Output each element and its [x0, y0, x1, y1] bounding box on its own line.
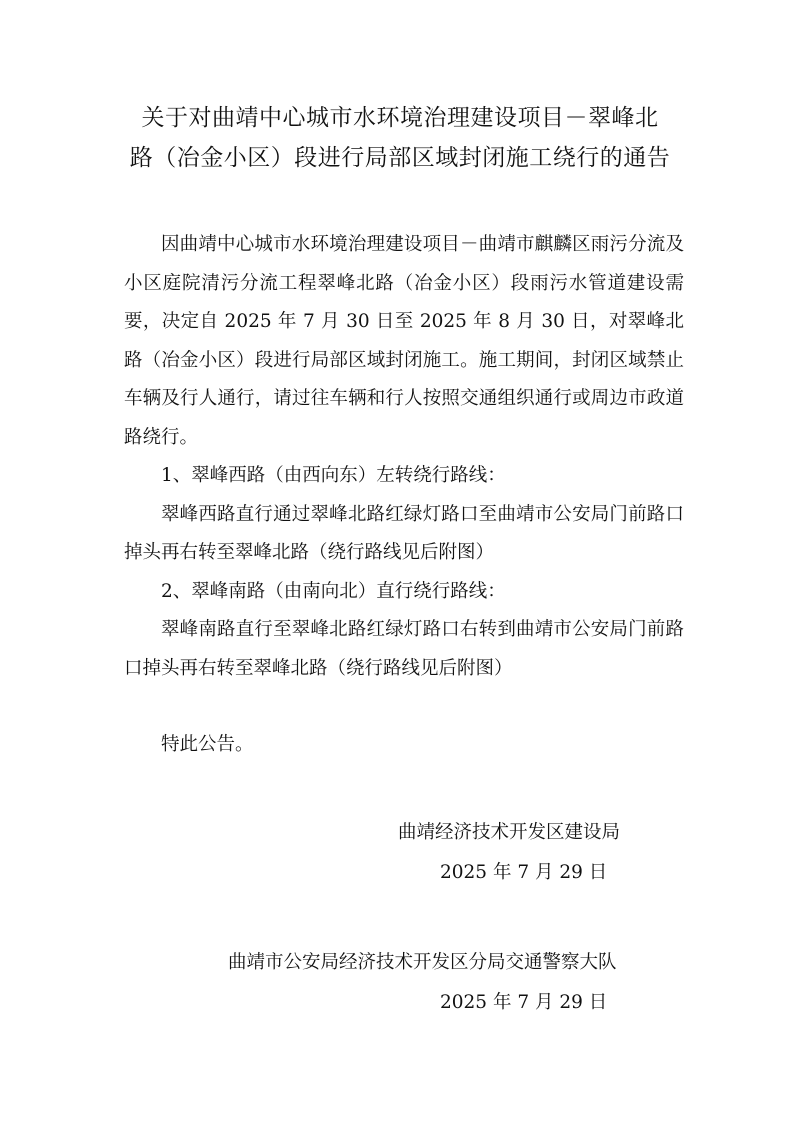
signature2-date: 2025 年 7 月 29 日 [440, 992, 608, 1013]
item1-text: 翠峰西路直行通过翠峰北路红绿灯路口至曲靖市公安局门前路口掉头再右转至翠峰北路（绕行路线见后附图） [124, 503, 684, 563]
signature1-date: 2025 年 7 月 29 日 [440, 862, 608, 883]
intro-paragraph: 因曲靖中心城市水环境治理建设项目－曲靖市麒麟区雨污分流及小区庭院清污分流工程翠峰北路（冶金小区）段雨污水管道建设需要，决定自 2025 年 7 月 30 日至 2025 年 8 月 30 日，对翠峰北路（冶金小区）段进行局部区域封闭施工。施工期间，封闭区域禁止车辆及行人通行，请过往车辆和行人按照交通组织通行或周边市政道路绕行。 [124, 234, 684, 448]
document-body [124, 226, 684, 765]
document-title [120, 98, 680, 178]
signature2-org: 曲靖市公安局经济技术开发区分局交通警察大队 [228, 952, 617, 973]
closing-text: 特此公告。 [161, 734, 254, 755]
signature1-org: 曲靖经济技术开发区建设局 [398, 822, 621, 843]
item2-heading: 2、翠峰南路（由南向北）直行绕行路线： [161, 580, 506, 602]
title-line-2: 路（冶金小区）段进行局部区域封闭施工绕行的通告 [129, 145, 671, 171]
title-line-1: 关于对曲靖中心城市水环境治理建设项目－翠峰北 [141, 105, 659, 131]
item2-text: 翠峰南路直行至翠峰北路红绿灯路口右转到曲靖市公安局门前路口掉头再右转至翠峰北路（绕行路线见后附图） [124, 619, 684, 679]
item1-heading: 1、翠峰西路（由西向东）左转绕行路线： [161, 465, 506, 486]
